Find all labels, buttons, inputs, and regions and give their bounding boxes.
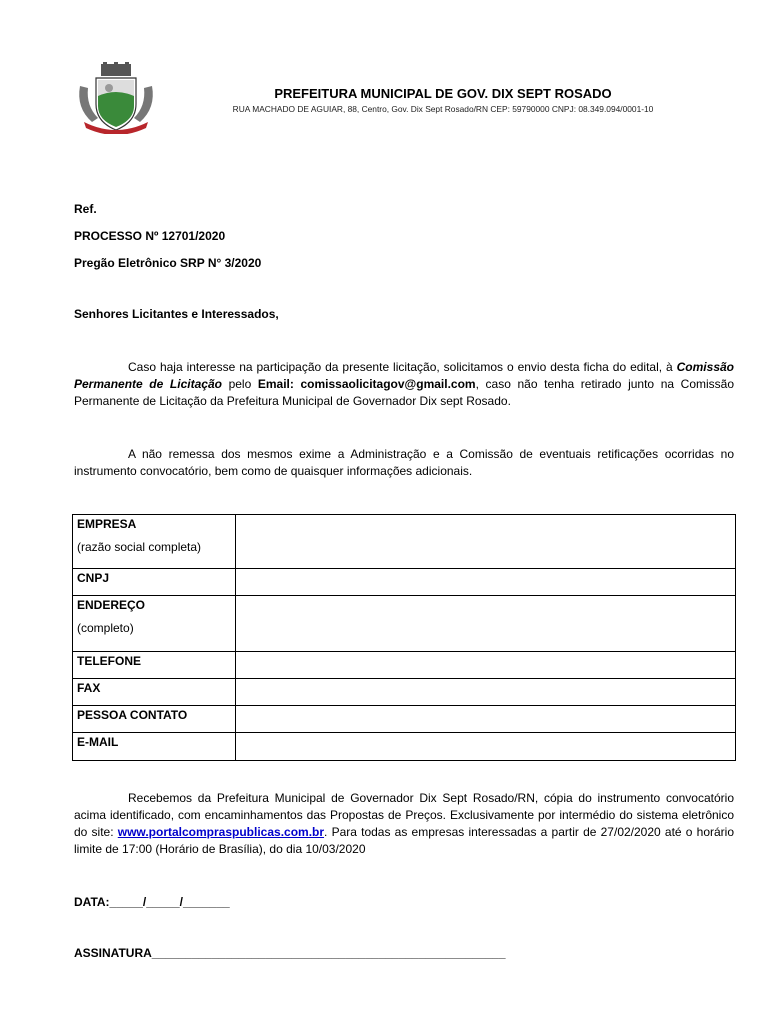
cnpj-field[interactable] (236, 569, 736, 596)
paragraph-request-part3: , caso não tenha retirado junto na Comissão Permanente de Licitação da Prefeitura Municipal de Governador Dix sept Rosado. (74, 377, 735, 408)
table-row (73, 569, 736, 596)
cnpj-label: CNPJ (77, 571, 110, 585)
table-row (73, 652, 736, 679)
paragraph-request (74, 359, 734, 410)
paragraph-receipt-part1: Recebemos da Prefeitura Municipal de Governador Dix Sept Rosado/RN, cópia do instrumento convocatório acima identificado, com encaminhamentos das Propostas de Preços. Exclusivamente por intermédio do sistema eletrônico do site: (74, 791, 734, 839)
telefone-label: TELEFONE (77, 654, 142, 668)
fax-field[interactable] (236, 679, 736, 706)
header-address: RUA MACHADO DE AGUIAR, 88, Centro, Gov. Dix Sept Rosado/RN CEP: 59790000 CNPJ: 08.349.094/0001-10 (232, 104, 654, 114)
table-row (73, 515, 736, 569)
table-row (73, 679, 736, 706)
commission-name: Comissão Permanente de Licitação (74, 360, 734, 391)
pregao-number: Pregão Eletrônico SRP N° 3/2020 (74, 256, 262, 270)
paragraph-receipt-part2: . Para todas as empresas interessadas a partir de 27/02/2020 até o horário limite de 17:00 (Horário de Brasília), do dia 10/03/2020 (74, 825, 735, 856)
commission-email: Email: comissaolicitagov@gmail.com (257, 377, 476, 391)
empresa-label: EMPRESA (77, 517, 137, 531)
paragraph-notice-text: A não remessa dos mesmos exime a Administração e a Comissão de eventuais retificações ocorridas no instrumento convocatório, bem como de quaisquer informações adicionais. (74, 447, 734, 478)
signature-line: ASSINATURA_____________________________________________________ (74, 946, 506, 960)
fax-label: FAX (77, 681, 101, 695)
paragraph-notice (74, 446, 734, 480)
email-field[interactable] (236, 733, 736, 761)
table-row (73, 733, 736, 761)
portal-link[interactable]: www.portalcompraspublicas.com.br (117, 825, 325, 839)
pessoa-contato-field[interactable] (236, 706, 736, 733)
table-row (73, 706, 736, 733)
process-number: PROCESSO Nº 12701/2020 (74, 229, 226, 243)
endereco-label: ENDEREÇO (77, 598, 146, 612)
table-row (73, 596, 736, 652)
date-line: DATA:_____/_____/_______ (74, 895, 230, 909)
endereco-field[interactable] (236, 596, 736, 652)
endereco-sublabel: (completo) (77, 621, 134, 635)
company-info-table (72, 514, 736, 761)
paragraph-request-part1: Caso haja interesse na participação da presente licitação, solicitamos o envio desta ficha do edital, à (128, 360, 677, 374)
municipal-coat-of-arms-icon (76, 62, 156, 134)
page-title: PREFEITURA MUNICIPAL DE GOV. DIX SEPT ROSADO (274, 86, 612, 101)
salutation: Senhores Licitantes e Interessados, (74, 307, 279, 321)
empresa-sublabel: (razão social completa) (77, 540, 202, 554)
empresa-field[interactable] (236, 515, 736, 569)
pessoa-contato-label: PESSOA CONTATO (77, 708, 188, 722)
paragraph-request-part2: pelo (221, 377, 258, 391)
email-label: E-MAIL (77, 735, 119, 749)
ref-label: Ref. (74, 202, 97, 216)
telefone-field[interactable] (236, 652, 736, 679)
paragraph-receipt (74, 790, 734, 858)
